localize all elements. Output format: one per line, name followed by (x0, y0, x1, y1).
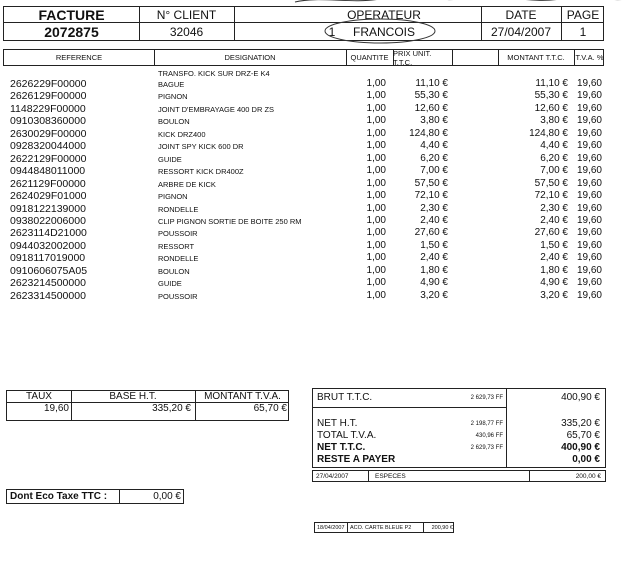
line-unit-price: 1,50 € (420, 239, 448, 251)
line-unit-price: 3,80 € (420, 115, 448, 127)
net-ht-value: 335,20 € (561, 418, 600, 429)
invoice-line (0, 165, 639, 177)
invoice-line (0, 115, 639, 127)
line-quantity: 1,00 (366, 214, 386, 226)
line-designation: PIGNON (158, 92, 188, 102)
line-tva: 19,60 (576, 78, 602, 89)
line-quantity: 1,00 (366, 127, 386, 139)
line-unit-price: 7,00 € (420, 165, 448, 177)
line-quantity: 1,00 (366, 289, 386, 301)
column-headers (3, 49, 604, 66)
net-ht-label: NET H.T. (317, 418, 358, 429)
invoice-line (0, 128, 639, 140)
payment-row (312, 470, 606, 482)
line-amount: 7,00 € (540, 165, 568, 177)
brut-ff: 2 629,73 FF (470, 395, 503, 401)
kit-subtitle: TRANSFO. KICK SUR DRZ-E K4 (158, 69, 270, 78)
line-designation: PIGNON (158, 192, 188, 202)
card-payment-row (314, 522, 454, 533)
line-reference: 2623314500000 (10, 289, 86, 302)
client-number: 32046 (169, 24, 204, 39)
card-payment-amount: 200,90 € (431, 525, 453, 531)
line-designation: BAGUE (158, 80, 185, 89)
line-reference: 0944032002000 (10, 239, 86, 252)
line-tva: 19,60 (576, 140, 602, 152)
line-unit-price: 6,20 € (420, 152, 448, 164)
line-unit-price: 2,30 € (420, 202, 448, 214)
page-number: 1 (579, 24, 587, 39)
invoice-line (0, 78, 639, 90)
tva-base-value: 335,20 € (152, 403, 191, 414)
line-tva: 19,60 (576, 165, 602, 177)
invoice-line (0, 203, 639, 215)
line-tva: 19,60 (576, 264, 602, 276)
tva-col-montant: MONTANT T.V.A. (204, 391, 281, 402)
date-label: DATE (505, 7, 537, 22)
line-amount: 57,50 € (534, 177, 568, 189)
line-reference: 2622129F00000 (10, 152, 87, 165)
line-reference: 0918122139000 (10, 202, 86, 215)
line-tva: 19,60 (576, 227, 602, 239)
tva-col-taux: TAUX (26, 391, 52, 402)
facture-label: FACTURE (38, 6, 105, 23)
line-unit-price: 27,60 € (414, 227, 448, 239)
line-reference: 2630029F00000 (10, 127, 87, 140)
brut-label: BRUT T.T.C. (317, 392, 373, 403)
col-tva: T.V.A. % (575, 53, 604, 62)
invoice-line (0, 265, 639, 277)
line-tva: 19,60 (576, 127, 602, 139)
line-tva: 19,60 (576, 214, 602, 226)
line-unit-price: 72,10 € (414, 190, 448, 202)
operateur-label: OPERATEUR (347, 7, 421, 22)
line-amount: 4,90 € (540, 277, 568, 289)
client-label: N° CLIENT (156, 7, 217, 22)
line-designation: ARBRE DE KICK (158, 179, 216, 189)
line-quantity: 1,00 (366, 90, 386, 102)
line-quantity: 1,00 (366, 202, 386, 214)
net-ht-ff: 2 198,77 FF (470, 421, 503, 427)
line-quantity: 1,00 (366, 252, 386, 264)
line-amount: 2,40 € (540, 252, 568, 264)
line-designation: RONDELLE (158, 254, 199, 264)
line-unit-price: 3,20 € (420, 289, 448, 301)
invoice-line (0, 277, 639, 289)
tva-total-label: TOTAL T.V.A. (317, 430, 377, 441)
line-reference: 2626229F00000 (10, 78, 87, 90)
line-quantity: 1,00 (366, 177, 386, 189)
line-amount: 11,10 € (535, 78, 568, 89)
line-reference: 2623214500000 (10, 277, 86, 290)
invoice-line (0, 252, 639, 264)
line-quantity: 1,00 (366, 277, 386, 289)
line-reference: 2621129F00000 (10, 177, 86, 190)
line-quantity: 1,00 (366, 115, 386, 127)
tva-montant-value: 65,70 € (253, 403, 287, 414)
line-unit-price: 57,50 € (414, 177, 448, 189)
payment-amount: 200,00 € (575, 473, 601, 480)
line-unit-price: 2,40 € (420, 214, 448, 226)
line-amount: 72,10 € (534, 190, 568, 202)
col-montant: MONTANT T.T.C. (507, 53, 565, 62)
header-values (3, 22, 604, 41)
line-quantity: 1,00 (366, 140, 386, 152)
line-quantity: 1,00 (366, 78, 386, 89)
line-tva: 19,60 (576, 239, 602, 251)
line-amount: 4,40 € (540, 140, 568, 152)
eco-taxe-box (6, 489, 184, 504)
line-amount: 3,80 € (540, 115, 568, 127)
line-unit-price: 12,60 € (414, 102, 448, 114)
line-tva: 19,60 (576, 202, 602, 214)
line-designation: GUIDE (158, 279, 182, 289)
line-reference: 2624029F01000 (10, 190, 87, 203)
line-tva: 19,60 (576, 90, 602, 102)
invoice-line (0, 90, 639, 102)
line-tva: 19,60 (576, 115, 602, 127)
line-reference: 0944848011000 (10, 165, 86, 178)
line-reference: 2623114D21000 (10, 227, 87, 240)
line-unit-price: 1,80 € (420, 264, 448, 276)
eco-taxe-value: 0,00 € (153, 491, 181, 502)
reste-label: RESTE A PAYER (317, 454, 396, 465)
invoice-line (0, 190, 639, 202)
line-reference: 2626129F00000 (10, 90, 87, 103)
line-designation: BOULON (158, 117, 190, 127)
line-quantity: 1,00 (366, 227, 386, 239)
line-designation: KICK DRZ400 (158, 129, 206, 139)
payment-mode: ESPECES (375, 473, 406, 480)
card-payment-mode: ACO. CARTE BLEUE P2 (350, 525, 412, 531)
net-ttc-value: 400,90 € (561, 442, 600, 453)
line-designation: GUIDE (158, 154, 182, 164)
tva-table (6, 390, 289, 421)
invoice-line (0, 103, 639, 115)
eco-taxe-label: Dont Eco Taxe TTC : (10, 491, 108, 502)
invoice-line (0, 227, 639, 239)
facture-number: 2072875 (44, 23, 99, 40)
line-designation: JOINT D'EMBRAYAGE 400 DR ZS (158, 104, 275, 114)
line-designation: POUSSOIR (158, 229, 198, 239)
line-designation: BOULON (158, 266, 190, 276)
line-tva: 19,60 (576, 177, 602, 189)
tva-total-value: 65,70 € (566, 430, 600, 441)
invoice-line (0, 290, 639, 302)
line-designation: RESSORT (158, 241, 195, 251)
card-payment-date: 18/04/2007 (317, 525, 345, 531)
line-amount: 12,60 € (534, 102, 568, 114)
line-amount: 1,80 € (540, 264, 568, 276)
line-quantity: 1,00 (366, 239, 386, 251)
net-ttc-label: NET T.T.C. (317, 442, 366, 453)
totals-box (312, 388, 606, 468)
line-amount: 124,80 € (529, 127, 568, 139)
line-unit-price: 2,40 € (420, 252, 448, 264)
line-tva: 19,60 (576, 289, 602, 301)
line-quantity: 1,00 (366, 165, 386, 177)
invoice-line (0, 153, 639, 165)
reste-value: 0,00 € (572, 454, 600, 465)
page-label: PAGE (566, 7, 600, 22)
line-designation: JOINT SPY KICK 600 DR (158, 142, 244, 152)
invoice-line (0, 215, 639, 227)
tva-total-ff: 430,96 FF (475, 433, 503, 439)
line-unit-price: 55,30 € (414, 90, 448, 102)
line-tva: 19,60 (576, 252, 602, 264)
line-designation: RONDELLE (158, 204, 199, 214)
line-designation: CLIP PIGNON SORTIE DE BOITE 250 RM (158, 216, 302, 226)
line-tva: 19,60 (576, 277, 602, 289)
line-quantity: 1,00 (366, 152, 386, 164)
operateur-number: 1 (328, 24, 336, 39)
operator-circle-mark (320, 16, 440, 46)
line-unit-price: 4,90 € (420, 277, 448, 289)
line-reference: 1148229F00000 (10, 102, 86, 115)
col-quantite: QUANTITE (350, 53, 389, 62)
line-unit-price: 11,10 € (415, 78, 448, 89)
invoice-line (0, 240, 639, 252)
brut-value: 400,90 € (561, 392, 600, 403)
line-amount: 55,30 € (534, 90, 568, 102)
line-amount: 27,60 € (534, 227, 568, 239)
net-ttc-ff: 2 629,73 FF (470, 445, 503, 451)
line-tva: 19,60 (576, 190, 602, 202)
date-value: 27/04/2007 (490, 24, 552, 39)
line-reference: 0918117019000 (10, 252, 86, 265)
payment-date: 27/04/2007 (316, 473, 349, 480)
line-designation: RESSORT KICK DR400Z (158, 167, 244, 177)
line-unit-price: 124,80 € (409, 127, 448, 139)
line-reference: 0910308360000 (10, 115, 86, 128)
line-unit-price: 4,40 € (420, 140, 448, 152)
line-amount: 1,50 € (540, 239, 568, 251)
tva-taux-value: 19,60 (43, 403, 69, 414)
line-quantity: 1,00 (366, 190, 386, 202)
col-prix-unit: PRIX UNIT. T.T.C. (393, 48, 432, 67)
line-amount: 2,40 € (540, 214, 568, 226)
operateur-name: FRANCOIS (352, 24, 415, 39)
line-amount: 3,20 € (540, 289, 568, 301)
line-tva: 19,60 (576, 102, 602, 114)
col-reference: REFERENCE (55, 53, 103, 62)
header-labels (3, 6, 604, 22)
line-amount: 6,20 € (540, 152, 568, 164)
line-tva: 19,60 (576, 152, 602, 164)
tva-col-base: BASE H.T. (109, 391, 157, 402)
invoice-line (0, 140, 639, 152)
line-designation: POUSSOIR (158, 291, 198, 301)
line-quantity: 1,00 (366, 264, 386, 276)
col-designation: DESIGNATION (224, 53, 276, 62)
line-reference: 0938022006000 (10, 214, 86, 227)
line-amount: 2,30 € (540, 202, 568, 214)
invoice-line (0, 178, 639, 190)
line-reference: 0910606075A05 (10, 264, 88, 277)
line-quantity: 1,00 (366, 102, 386, 114)
line-reference: 0928320044000 (10, 140, 86, 153)
